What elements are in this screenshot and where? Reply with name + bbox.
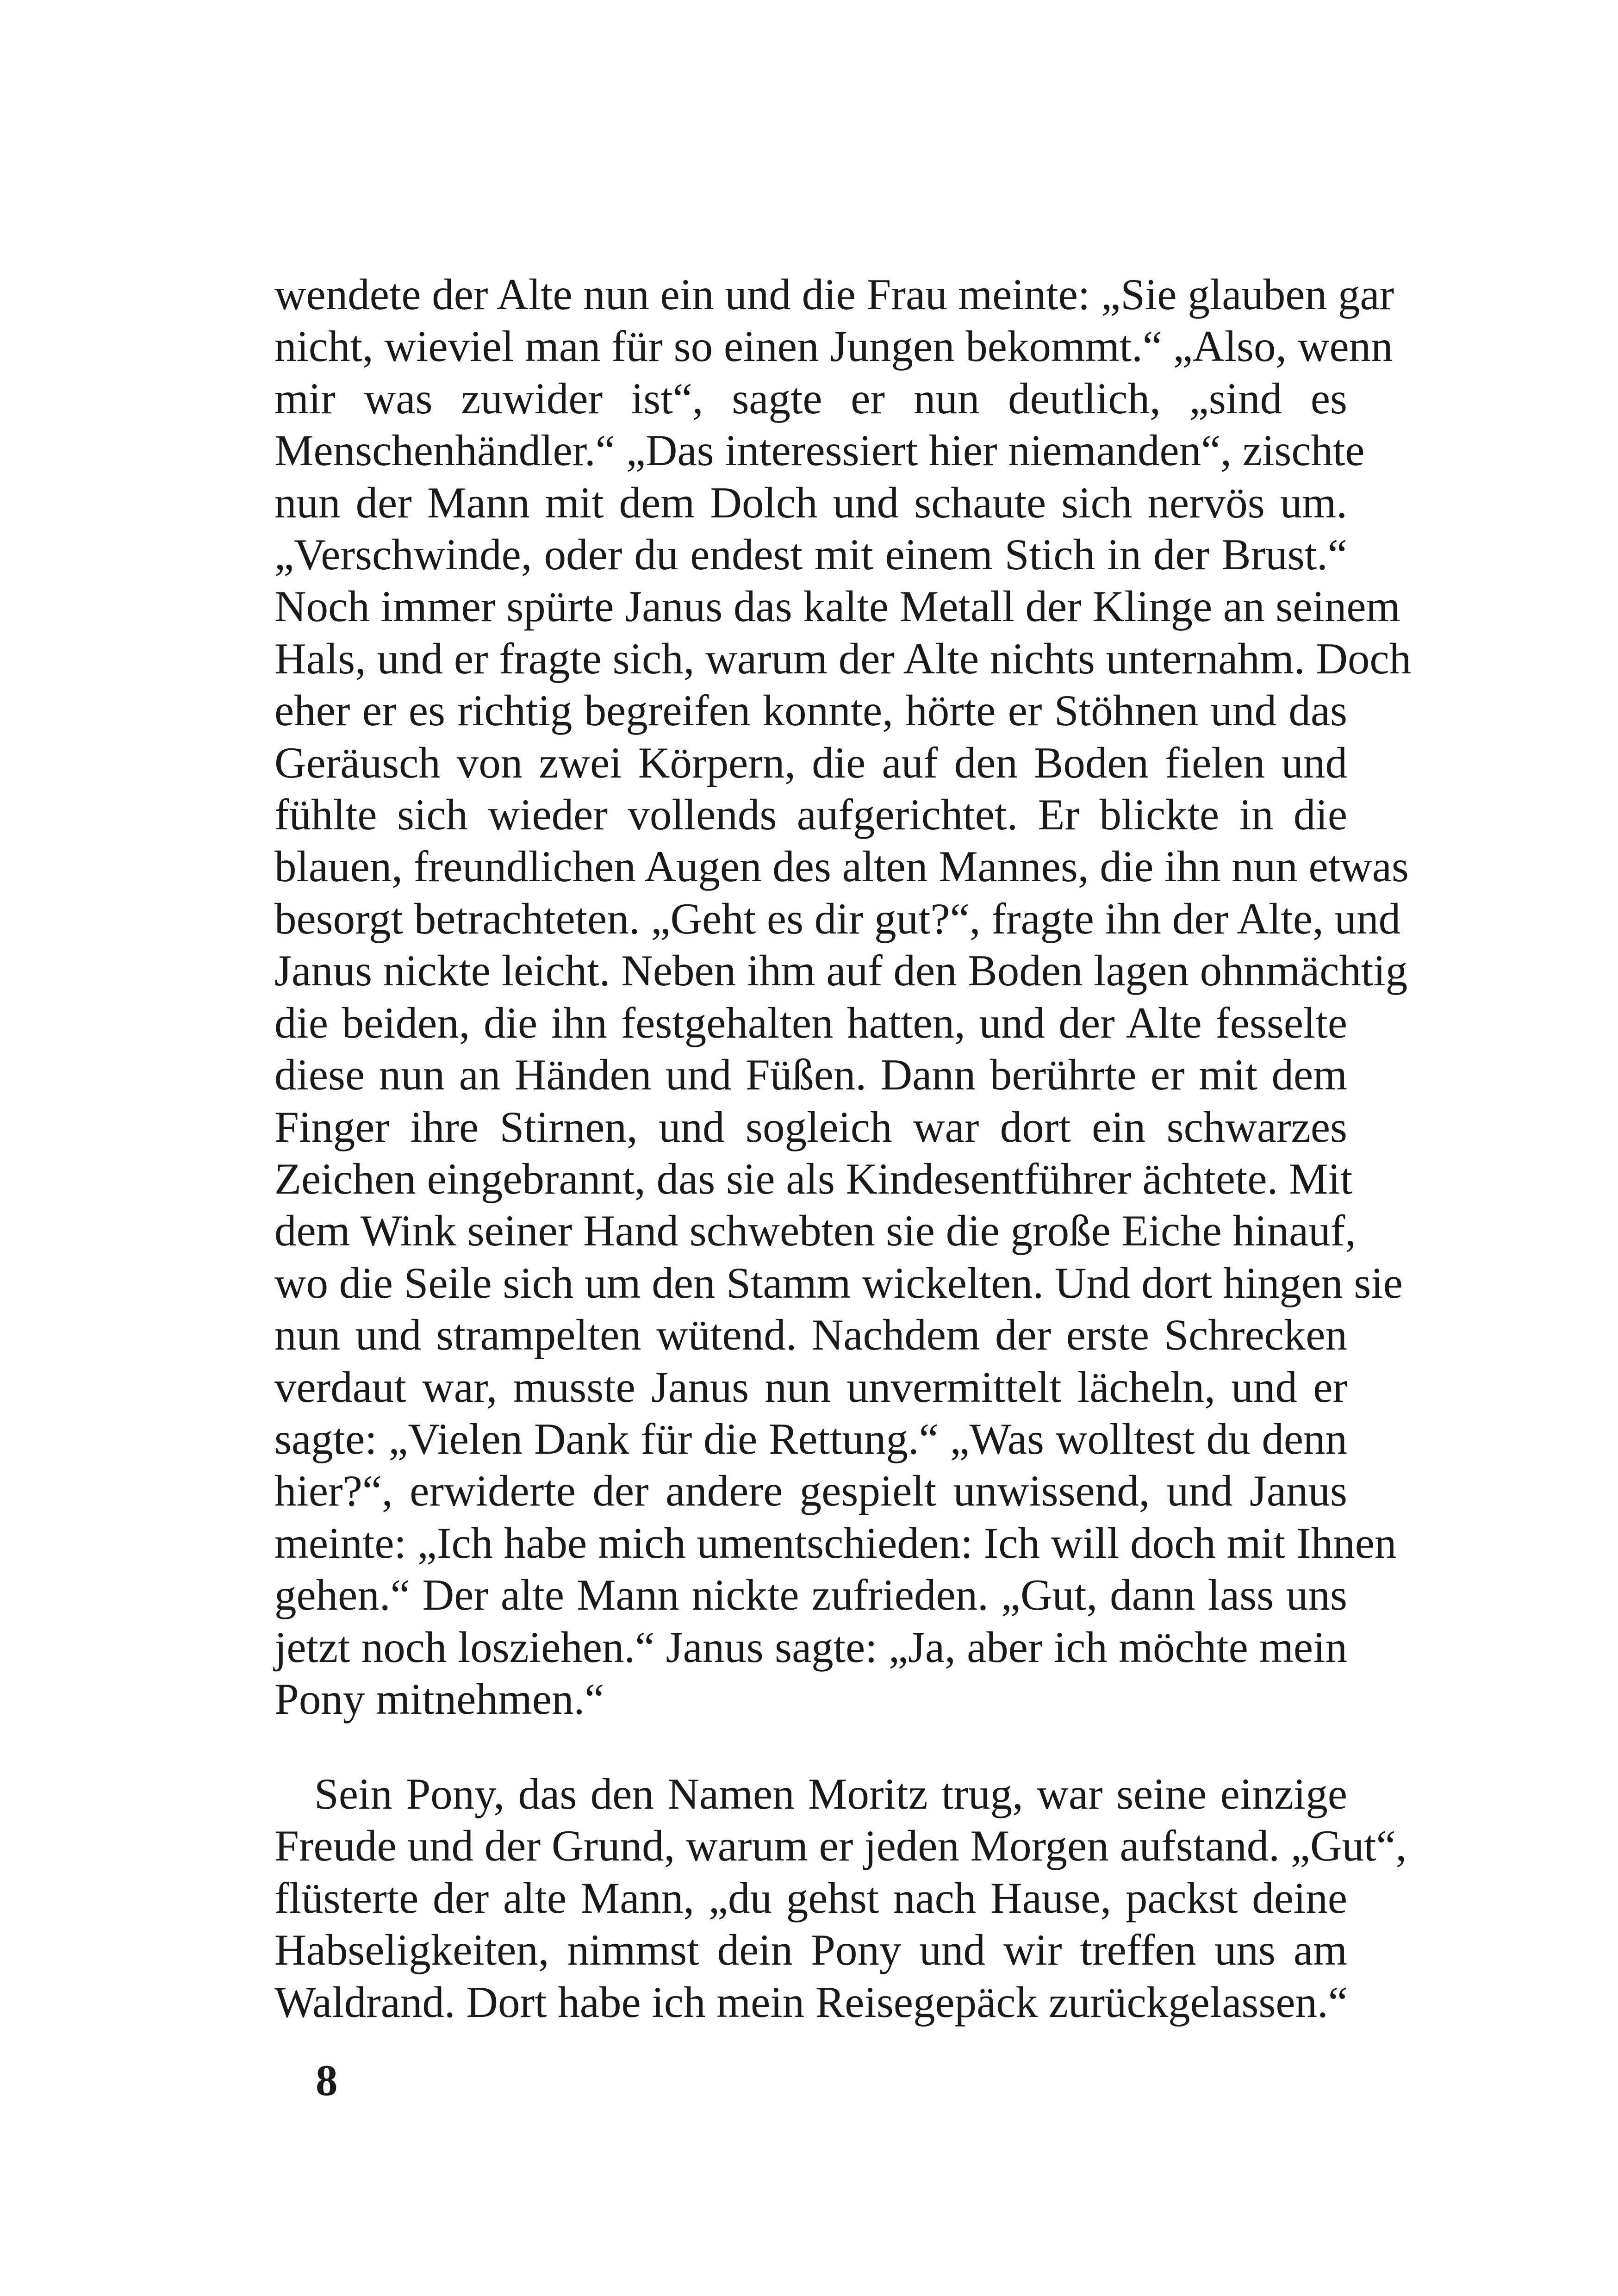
text-line: eher er es richtig begreifen konnte, hörte er Stöhnen und das [274, 686, 1347, 735]
text-line: Menschenhändler.“ „Das interessiert hier niemanden“, zischte [274, 426, 1365, 475]
text-line: Habseligkeiten, nimmst dein Pony und wir treffen uns am [274, 1925, 1347, 1975]
page-number: 8 [316, 2056, 338, 2105]
text-line: jetzt noch losziehen.“ Janus sagte: „Ja, aber ich möchte mein [274, 1622, 1347, 1672]
text-line: Pony mitnehmen.“ [274, 1674, 604, 1724]
text-line: gehen.“ Der alte Mann nickte zufrieden. „Gut, dann lass uns [274, 1570, 1347, 1620]
paragraph-2 [274, 1768, 1407, 2028]
text-line: Sein Pony, das den Namen Moritz trug, war seine einzige [314, 1769, 1347, 1818]
text-line: wo die Seile sich um den Stamm wickelten. Und dort hingen sie [274, 1258, 1403, 1307]
text-line: Noch immer spürte Janus das kalte Metall der Klinge an seinem [274, 582, 1400, 631]
text-line: meinte: „Ich habe mich umentschieden: Ich will doch mit Ihnen [274, 1518, 1397, 1568]
text-line: nicht, wieviel man für so einen Jungen bekommt.“ „Also, wenn [274, 322, 1393, 371]
text-line: nun und strampelten wütend. Nachdem der erste Schrecken [274, 1310, 1347, 1360]
text-line: mir was zuwider ist“, sagte er nun deutlich, „sind es [274, 373, 1347, 423]
text-line: Geräusch von zwei Körpern, die auf den Boden fielen und [274, 738, 1347, 787]
text-line: Freude und der Grund, warum er jeden Morgen aufstand. „Gut“, [274, 1821, 1407, 1871]
text-line: blauen, freundlichen Augen des alten Mannes, die ihn nun etwas [274, 842, 1409, 891]
text-line: fühlte sich wieder vollends aufgerichtet. Er blickte in die [274, 790, 1347, 840]
text-line: sagte: „Vielen Dank für die Rettung.“ „Was wolltest du denn [274, 1414, 1347, 1463]
text-line: „Verschwinde, oder du endest mit einem Stich in der Brust.“ [274, 530, 1347, 579]
text-line: Janus nickte leicht. Neben ihm auf den Boden lagen ohnmächtig [274, 946, 1408, 996]
text-line: die beiden, die ihn festgehalten hatten, und der Alte fesselte [274, 998, 1347, 1047]
text-line: verdaut war, musste Janus nun unvermittelt lächeln, und er [274, 1362, 1347, 1412]
text-line: Finger ihre Stirnen, und sogleich war dort ein schwarzes [274, 1102, 1347, 1151]
text-line: dem Wink seiner Hand schwebten sie die große Eiche hinauf, [274, 1206, 1357, 1256]
text-line: Hals, und er fragte sich, warum der Alte nichts unternahm. Doch [274, 634, 1412, 683]
text-line: flüsterte der alte Mann, „du gehst nach Hause, packst deine [274, 1873, 1347, 1923]
text-line: nun der Mann mit dem Dolch und schaute sich nervös um. [274, 478, 1347, 527]
text-line: besorgt betrachteten. „Geht es dir gut?“, fragte ihn der Alte, und [274, 894, 1401, 943]
text-line: Zeichen eingebrannt, das sie als Kindesentführer ächtete. Mit [274, 1154, 1353, 1203]
text-line: hier?“, erwiderte der andere gespielt unwissend, und Janus [274, 1466, 1347, 1516]
text-line: diese nun an Händen und Füßen. Dann berührte er mit dem [274, 1050, 1347, 1100]
text-line: Waldrand. Dort habe ich mein Reisegepäck zurückgelassen.“ [274, 1977, 1348, 2027]
text-line: wendete der Alte nun ein und die Frau meinte: „Sie glauben gar [274, 270, 1394, 319]
paragraph-1 [274, 268, 1412, 1725]
